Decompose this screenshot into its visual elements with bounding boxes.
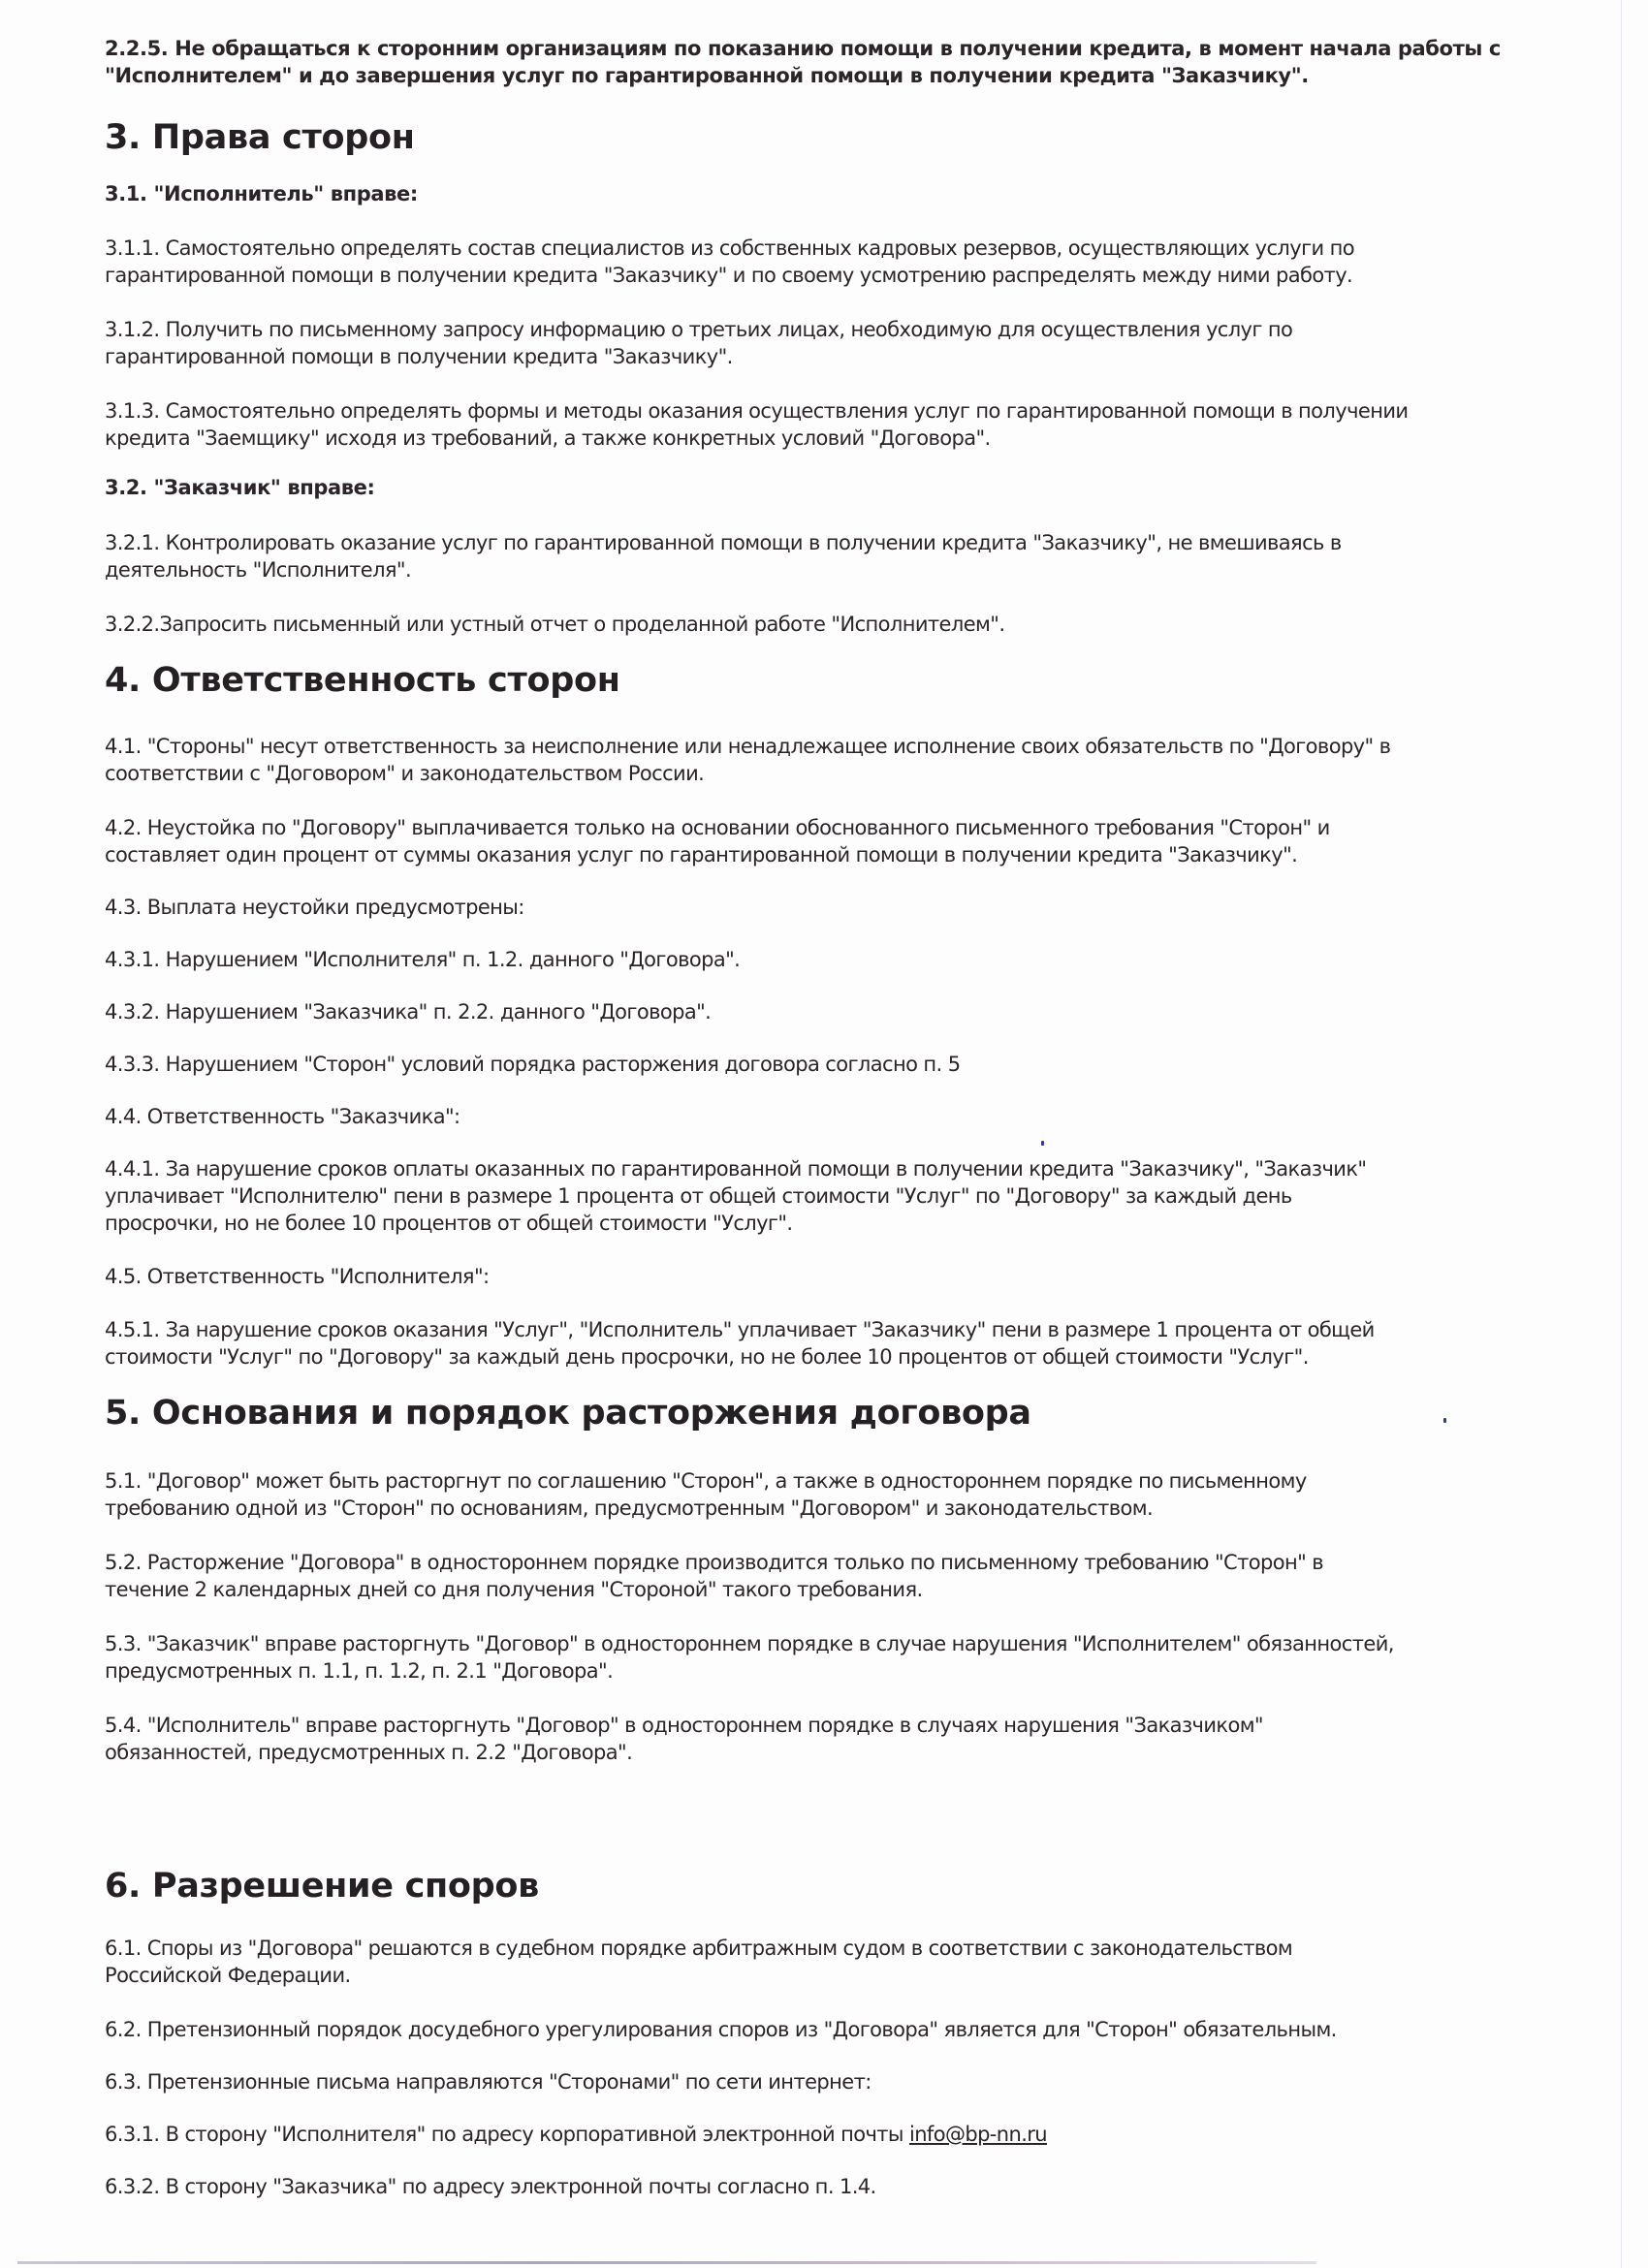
scan-speck	[1041, 1141, 1044, 1146]
clause-3-1-1	[105, 235, 1602, 289]
clause-line: 3.1.2. Получить по письменному запросу информацию о третьих лицах, необходимую для осуществления услуг по	[105, 318, 1293, 341]
email-link[interactable]: info@bp-nn.ru	[908, 2123, 1048, 2146]
clause-line: обязанностей, предусмотренных п. 2.2 "Договора".	[105, 1741, 633, 1764]
clause-line: 4.3. Выплата неустойки предусмотрены:	[105, 896, 524, 919]
clause-3-2-2	[105, 611, 1602, 638]
clause-line: 3.1.1. Самостоятельно определять состав специалистов из собственных кадровых резервов, осуществляющих услуги по	[105, 236, 1355, 260]
clause-3-1-2	[105, 316, 1602, 370]
clause-line: 5.3. "Заказчик" вправе расторгнуть "Договор" в одностороннем порядке в случае нарушения "Исполнителем" обязанностей,	[105, 1632, 1394, 1655]
clause-4-5-1	[105, 1316, 1602, 1370]
clause-3-2-heading	[105, 474, 1602, 501]
clause-line: 5.2. Расторжение "Договора" в одностороннем порядке производится только по письменному требованию "Сторон" в	[105, 1551, 1323, 1574]
clause-line: 4.4. Ответственность "Заказчика":	[105, 1105, 460, 1128]
clause-line: 4.5. Ответственность "Исполнителя":	[105, 1265, 490, 1288]
clause-line: требованию одной из "Сторон" по основаниям, предусмотренным "Договором" и законодательством.	[105, 1496, 1154, 1520]
clause-4-4	[105, 1103, 1602, 1130]
clause-3-1-heading	[105, 180, 1602, 207]
clause-3-2-1	[105, 529, 1602, 583]
clause-line: 6.2. Претензионный порядок досудебного урегулирования споров из "Договора" является для "Сторон" обязательным.	[105, 2018, 1337, 2041]
clause-6-2	[105, 2016, 1602, 2043]
clause-6-3-1	[105, 2121, 1602, 2148]
clause-5-1	[105, 1467, 1602, 1522]
clause-4-5	[105, 1263, 1602, 1290]
clause-line: 3.2. "Заказчик" вправе:	[105, 476, 375, 499]
clause-5-2	[105, 1549, 1602, 1603]
clause-line: 4.2. Неустойка по "Договору" выплачивается только на основании обоснованного письменного требования "Сторон" и	[105, 816, 1330, 839]
clause-line: кредита "Заемщику" исходя из требований, а также конкретных условий "Договора".	[105, 426, 991, 450]
clause-6-3	[105, 2068, 1602, 2095]
clause-line: 3.1. "Исполнитель" вправе:	[105, 182, 418, 205]
clause-line: гарантированной помощи в получении кредита "Заказчику" и по своему усмотрению распределять между ними работу.	[105, 264, 1353, 287]
scan-speck	[1443, 1418, 1446, 1423]
clause-6-1	[105, 1935, 1602, 1989]
section-6-heading: 6. Разрешение споров	[105, 1867, 539, 1906]
clause-line: 4.3.3. Нарушением "Сторон" условий порядка расторжения договора согласно п. 5	[105, 1053, 961, 1076]
clause-line: 3.1.3. Самостоятельно определять формы и методы оказания осуществления услуг по гарантированной помощи в получении	[105, 399, 1409, 423]
clause-6-3-2	[105, 2173, 1602, 2200]
clause-4-2	[105, 814, 1602, 868]
clause-line: деятельность "Исполнителя".	[105, 558, 412, 582]
clause-line: 4.1. "Стороны" несут ответственность за неисполнение или ненадлежащее исполнение своих обязательств по "Договору" в	[105, 735, 1391, 758]
clause-4-3-1	[105, 946, 1602, 973]
clause-line: Российской Федерации.	[105, 1964, 351, 1987]
clause-4-3-3	[105, 1051, 1602, 1078]
clause-4-3-2	[105, 998, 1602, 1025]
clause-line: уплачивает "Исполнителю" пени в размере 1 процента от общей стоимости "Услуг" по "Договору" за каждый день	[105, 1184, 1292, 1208]
clause-line: соответствии с "Договором" и законодательством России.	[105, 762, 705, 785]
clause-line: предусмотренных п. 1.1, п. 1.2, п. 2.1 "Договора".	[105, 1659, 614, 1683]
clause-5-3	[105, 1630, 1602, 1685]
clause-line: 3.2.1. Контролировать оказание услуг по гарантированной помощи в получении кредита "Заказчику", не вмешиваясь в	[105, 531, 1342, 554]
clause-text: 6.3.1. В сторону "Исполнителя" по адресу корпоративной электронной почты	[105, 2123, 909, 2146]
clause-line: 4.4.1. За нарушение сроков оплаты оказанных по гарантированной помощи в получении кредита "Заказчику", "Заказчик"	[105, 1157, 1367, 1181]
clause-line: 6.3. Претензионные письма направляются "Сторонами" по сети интернет:	[105, 2070, 872, 2094]
clause-4-1	[105, 733, 1602, 787]
clause-line: 5.1. "Договор" может быть расторгнут по соглашению "Сторон", а также в одностороннем порядке по письменному	[105, 1469, 1307, 1493]
scan-edge-bottom	[17, 2261, 1316, 2264]
clause-4-3	[105, 894, 1602, 921]
clause-line: стоимости "Услуг" по "Договору" за каждый день просрочки, но не более 10 процентов от общей стоимости "Услуг".	[105, 1345, 1309, 1369]
clause-line: 5.4. "Исполнитель" вправе расторгнуть "Договор" в одностороннем порядке в случаях нарушения "Заказчиком"	[105, 1714, 1263, 1737]
section-3-heading: 3. Права сторон	[105, 118, 415, 157]
clause-line: просрочки, но не более 10 процентов от общей стоимости "Услуг".	[105, 1212, 793, 1235]
section-5-heading: 5. Основания и порядок расторжения договора	[105, 1394, 1031, 1433]
clause-line	[105, 2121, 1602, 2148]
clause-line: 2.2.5. Не обращаться к сторонним организациям по показанию помощи в получении кредита, в момент начала работы с	[105, 37, 1501, 60]
clause-line: 4.3.2. Нарушением "Заказчика" п. 2.2. данного "Договора".	[105, 1000, 712, 1024]
clause-line: составляет один процент от суммы оказания услуг по гарантированной помощи в получении кредита "Заказчику".	[105, 843, 1298, 866]
clause-line: 4.3.1. Нарушением "Исполнителя" п. 1.2. данного "Договора".	[105, 948, 741, 971]
clause-line: течение 2 календарных дней со дня получения "Стороной" такого требования.	[105, 1578, 923, 1601]
clause-line: 4.5.1. За нарушение сроков оказания "Услуг", "Исполнитель" уплачивает "Заказчику" пени в размере 1 процента от общей	[105, 1318, 1375, 1341]
clause-line: гарантированной помощи в получении кредита "Заказчику".	[105, 345, 733, 368]
clause-2-2-5	[105, 35, 1602, 89]
section-4-heading: 4. Ответственность сторон	[105, 661, 620, 700]
clause-4-4-1	[105, 1155, 1602, 1237]
clause-line: "Исполнителем" и до завершения услуг по гарантированной помощи в получении кредита "Заказчику".	[105, 64, 1309, 87]
clause-line: 6.1. Споры из "Договора" решаются в судебном порядке арбитражным судом в соответствии с законодательством	[105, 1937, 1293, 1960]
clause-5-4	[105, 1712, 1602, 1766]
clause-line: 6.3.2. В сторону "Заказчика" по адресу электронной почты согласно п. 1.4.	[105, 2175, 876, 2198]
clause-3-1-3	[105, 397, 1602, 452]
scan-edge-right	[1621, 0, 1622, 2268]
clause-line: 3.2.2.Запросить письменный или устный отчет о проделанной работе "Исполнителем".	[105, 613, 1005, 636]
